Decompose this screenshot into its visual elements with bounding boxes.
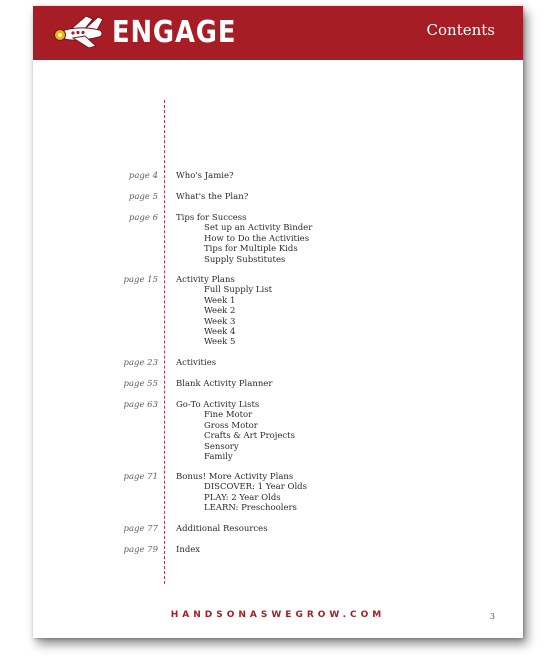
toc-subentry: How to Do the Activities [204,233,310,244]
toc-page-ref: page 63 [123,400,158,410]
toc-page-ref: page 15 [123,275,158,285]
toc-page-ref: page 79 [123,545,158,555]
toc-subentry: Full Supply List [204,285,273,296]
toc-subentry: Family [204,452,233,462]
toc-subentry: Fine Motor [204,410,253,421]
page-number: 3 [489,612,495,621]
brand-title: ENGAGE [112,15,237,50]
toc-subentry: Week 5 [204,337,236,348]
toc-subentry: Gross Motor [204,420,258,431]
toc-subentry: Supply Substitutes [204,254,286,265]
table-of-contents [33,6,523,638]
toc-title: What's the Plan? [176,192,249,202]
toc-subentry: Tips for Multiple Kids [204,244,298,255]
toc-title: Who's Jamie? [176,171,234,181]
toc-title: Blank Activity Planner [176,379,273,389]
toc-title: Tips for Success [176,213,247,223]
toc-title: Go-To Activity Lists [176,400,260,410]
toc-subentry: LEARN: Preschoolers [204,503,297,514]
toc-page-ref: page 5 [128,192,158,202]
toc-page-ref: page 23 [123,358,158,368]
toc-subentry: DISCOVER: 1 Year Olds [204,482,307,493]
toc-page-ref: page 77 [123,524,158,534]
toc-subentry: Crafts & Art Projects [204,431,295,442]
toc-subentry: Week 1 [204,295,236,306]
toc-subentry: Sensory [204,441,239,452]
toc-title: Additional Resources [176,524,268,534]
document-page [33,6,523,638]
toc-title: Index [176,545,201,555]
footer-url: HANDSONASWEGROW.COM [170,610,386,620]
toc-title: Activity Plans [176,275,235,285]
toc-page-ref: page 55 [123,379,158,389]
toc-page-ref: page 6 [128,213,158,223]
toc-subentry: Week 3 [204,316,236,327]
toc-title: Activities [176,358,217,368]
toc-page-ref: page 71 [123,472,158,482]
toc-subentry: Week 2 [204,306,236,317]
section-title: Contents [426,21,495,39]
toc-page-ref: page 4 [128,171,158,181]
toc-subentry: Set up an Activity Binder [204,223,313,234]
toc-subentry: Week 4 [204,327,236,337]
toc-subentry: PLAY: 2 Year Olds [204,492,281,503]
toc-title: Bonus! More Activity Plans [176,472,294,482]
